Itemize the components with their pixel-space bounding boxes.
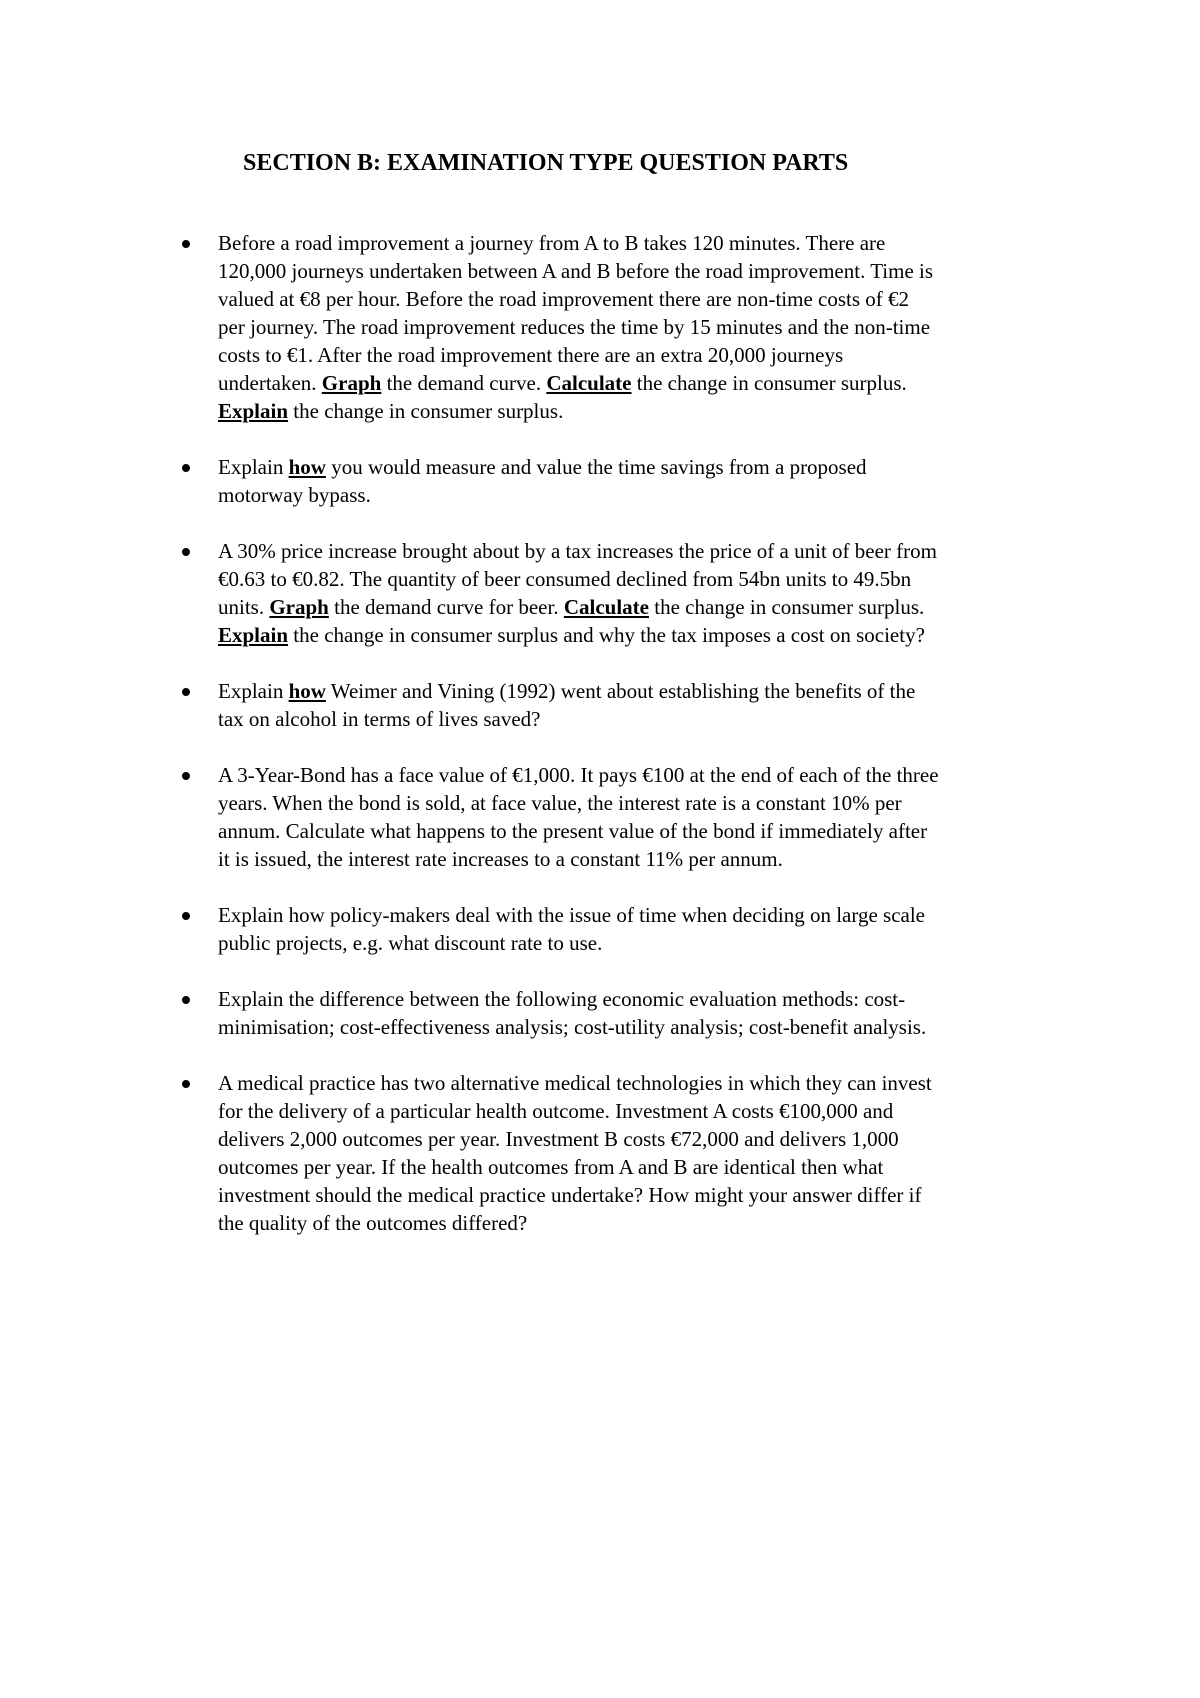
- question-text: you would measure and value the time savings from a proposed: [325, 455, 867, 479]
- question-item: [182, 537, 1062, 649]
- question-text: years. When the bond is sold, at face value, the interest rate is a constant 10% per: [218, 791, 902, 815]
- keyword-emphasis: Calculate: [563, 595, 649, 619]
- question-text: Explain how policy-makers deal with the issue of time when deciding on large scale: [218, 903, 925, 927]
- question-text: the quality of the outcomes differed?: [218, 1211, 528, 1235]
- question-text: motorway bypass.: [218, 483, 371, 507]
- question-item: [182, 453, 1062, 509]
- question-text-line: [218, 285, 1062, 313]
- question-item: [182, 901, 1062, 957]
- question-text-line: [218, 1209, 1062, 1237]
- bullet-icon: [182, 912, 190, 920]
- question-text-line: [218, 845, 1062, 873]
- question-text-line: [218, 621, 1062, 649]
- bullet-icon: [182, 996, 190, 1004]
- question-text-line: [218, 985, 1062, 1013]
- question-text: outcomes per year. If the health outcomes from A and B are identical then what: [218, 1155, 884, 1179]
- question-text-line: [218, 929, 1062, 957]
- question-text: the demand curve for beer.: [328, 595, 564, 619]
- question-text: the demand curve.: [381, 371, 547, 395]
- question-text: Explain: [218, 679, 289, 703]
- question-text-line: [218, 761, 1062, 789]
- question-text: Explain: [218, 455, 289, 479]
- question-text-line: [218, 537, 1062, 565]
- question-text-line: [218, 341, 1062, 369]
- section-title: SECTION B: EXAMINATION TYPE QUESTION PARTS: [243, 150, 849, 176]
- question-text: Weimer and Vining (1992) went about establishing the benefits of the: [325, 679, 916, 703]
- question-text-line: [218, 313, 1062, 341]
- question-item: [182, 229, 1062, 425]
- bullet-icon: [182, 240, 190, 248]
- question-text-line: [218, 1125, 1062, 1153]
- question-text: per journey. The road improvement reduces the time by 15 minutes and the non-time: [218, 315, 931, 339]
- question-text-line: [218, 817, 1062, 845]
- question-text: €0.63 to €0.82. The quantity of beer consumed declined from 54bn units to 49.5bn: [218, 567, 912, 591]
- question-text-line: [218, 1069, 1062, 1097]
- question-text: valued at €8 per hour. Before the road improvement there are non-time costs of €2: [218, 287, 910, 311]
- keyword-emphasis: Calculate: [546, 371, 632, 395]
- question-text: Before a road improvement a journey from A to B takes 120 minutes. There are: [218, 231, 886, 255]
- question-text-line: [218, 901, 1062, 929]
- question-text: A 3-Year-Bond has a face value of €1,000. It pays €100 at the end of each of the three: [218, 763, 939, 787]
- question-item: [182, 1069, 1062, 1237]
- question-text: for the delivery of a particular health outcome. Investment A costs €100,000 and: [218, 1099, 894, 1123]
- question-text-line: [218, 705, 1062, 733]
- question-text-line: [218, 229, 1062, 257]
- question-list: [182, 229, 1062, 1265]
- keyword-emphasis: how: [288, 679, 326, 703]
- question-item: [182, 677, 1062, 733]
- question-text: the change in consumer surplus.: [649, 595, 925, 619]
- bullet-icon: [182, 548, 190, 556]
- question-item: [182, 985, 1062, 1041]
- question-text: tax on alcohol in terms of lives saved?: [218, 707, 541, 731]
- question-text-line: [218, 481, 1062, 509]
- question-text: the change in consumer surplus.: [288, 399, 564, 423]
- bullet-icon: [182, 772, 190, 780]
- bullet-icon: [182, 464, 190, 472]
- keyword-emphasis: Graph: [269, 595, 329, 619]
- question-text: A 30% price increase brought about by a tax increases the price of a unit of beer from: [218, 539, 937, 563]
- keyword-emphasis: Graph: [321, 371, 382, 395]
- question-text: the change in consumer surplus and why the tax imposes a cost on society?: [288, 623, 925, 647]
- question-text-line: [218, 1097, 1062, 1125]
- question-text: public projects, e.g. what discount rate to use.: [218, 931, 603, 955]
- question-text-line: [218, 565, 1062, 593]
- question-text: A medical practice has two alternative medical technologies in which they can invest: [218, 1071, 932, 1095]
- question-text: the change in consumer surplus.: [631, 371, 907, 395]
- question-item: [182, 761, 1062, 873]
- question-text-line: [218, 453, 1062, 481]
- question-text: undertaken.: [218, 371, 322, 395]
- question-text-line: [218, 1013, 1062, 1041]
- keyword-emphasis: Explain: [218, 623, 289, 647]
- question-text-line: [218, 677, 1062, 705]
- question-text-line: [218, 257, 1062, 285]
- question-text-line: [218, 593, 1062, 621]
- question-text-line: [218, 1181, 1062, 1209]
- question-text-line: [218, 397, 1062, 425]
- question-text: it is issued, the interest rate increases to a constant 11% per annum.: [218, 847, 783, 871]
- bullet-icon: [182, 1080, 190, 1088]
- bullet-icon: [182, 688, 190, 696]
- question-text: minimisation; cost-effectiveness analysis; cost-utility analysis; cost-benefit analysis.: [218, 1015, 927, 1039]
- keyword-emphasis: how: [288, 455, 326, 479]
- keyword-emphasis: Explain: [218, 399, 289, 423]
- question-text: costs to €1. After the road improvement there are an extra 20,000 journeys: [218, 343, 844, 367]
- question-text-line: [218, 789, 1062, 817]
- question-text: investment should the medical practice undertake? How might your answer differ if: [218, 1183, 922, 1207]
- question-text-line: [218, 369, 1062, 397]
- question-text: units.: [218, 595, 270, 619]
- question-text-line: [218, 1153, 1062, 1181]
- question-text: 120,000 journeys undertaken between A and B before the road improvement. Time is: [218, 259, 934, 283]
- question-text: annum. Calculate what happens to the present value of the bond if immediately after: [218, 819, 928, 843]
- question-text: Explain the difference between the following economic evaluation methods: cost-: [218, 987, 906, 1011]
- question-text: delivers 2,000 outcomes per year. Investment B costs €72,000 and delivers 1,000: [218, 1127, 899, 1151]
